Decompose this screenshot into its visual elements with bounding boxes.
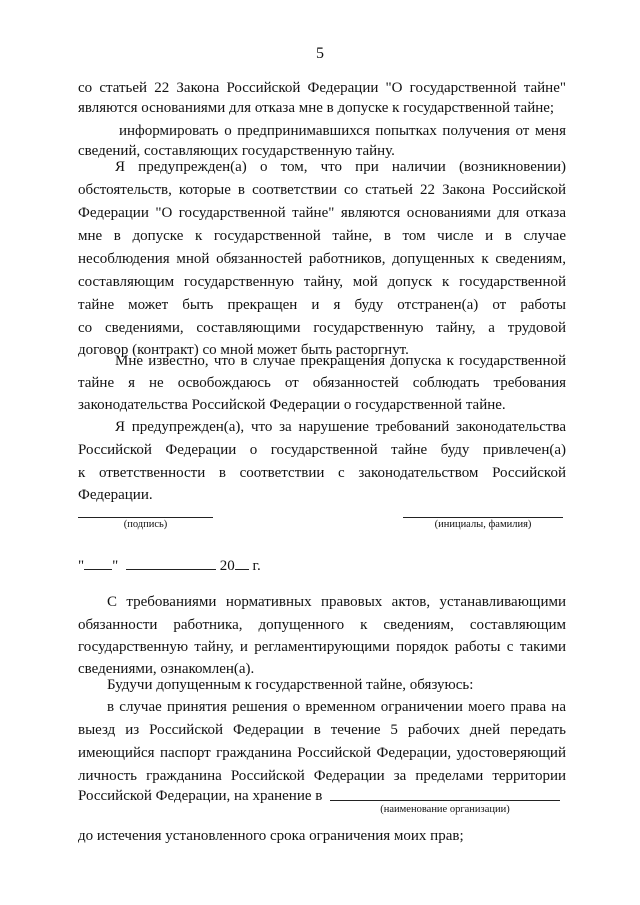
text-line: Мне известно, что в случае прекращения допуска к государственной	[115, 353, 566, 369]
text-line: до истечения установленного срока ограничения моих прав;	[78, 828, 464, 844]
text-line: Будучи допущенным к государственной тайне, обязуюсь:	[107, 677, 474, 693]
year-suffix: г.	[248, 558, 261, 574]
text-line: С требованиями нормативных правовых актов, устанавливающими	[107, 594, 566, 610]
signature-line	[78, 517, 213, 518]
text-line: государственную тайну, и регламентирующими порядок работы с такими	[78, 639, 566, 655]
month-blank	[126, 555, 216, 570]
year-blank	[235, 555, 249, 570]
text-line: обязанности работника, допущенного к сведениям, составляющим	[78, 617, 566, 633]
text-line: к ответственности в соответствии с законодательством Российской	[78, 465, 566, 481]
text-line: Я предупрежден(а), что за нарушение требований законодательства	[115, 419, 566, 435]
text-line: со сведениями, составляющими государственную тайну, а трудовой	[78, 320, 566, 336]
organization-caption: (наименование организации)	[380, 804, 510, 815]
name-caption: (инициалы, фамилия)	[434, 519, 532, 530]
text-line: Я предупрежден(а) о том, что при наличии (возникновении)	[115, 159, 566, 175]
name-line	[403, 517, 563, 518]
text-line: законодательства Российской Федерации о государственной тайне.	[78, 397, 506, 413]
signature-caption: (подпись)	[123, 519, 168, 530]
organization-line	[330, 800, 560, 801]
text-line: Российской Федерации о государственной тайне буду привлечен(а)	[78, 442, 566, 458]
text-line: обстоятельств, которые в соответствии со статьей 22 Закона Российской	[78, 182, 566, 198]
year-prefix: 20	[219, 558, 235, 574]
text-line: сведений, составляющих государственную тайну.	[78, 143, 395, 159]
text-line: личность гражданина Российской Федерации за пределами территории	[78, 768, 566, 784]
text-line: мне в допуске к государственной тайне, в том числе и в случае	[78, 228, 566, 244]
text-line: сведениями, ознакомлен(а).	[78, 661, 255, 677]
text-line: тайне я не освобождаюсь от обязанностей соблюдать требования	[78, 375, 566, 391]
text-line: несоблюдения мной обязанностей работников, допущенных к сведениям,	[78, 251, 566, 267]
text-line: Федерации "О государственной тайне" являются основаниями для отказа	[78, 205, 566, 221]
page-number: 5	[316, 45, 324, 62]
date-open-quote: "	[78, 558, 85, 574]
text-line: в случае принятия решения о временном ограничении моего права на	[107, 699, 566, 715]
day-blank	[84, 555, 112, 570]
text-line: со статьей 22 Закона Российской Федерации "О государственной тайне"	[78, 80, 566, 96]
text-line: тайне может быть прекращен и я буду отстранен(а) от работы	[78, 297, 566, 313]
date-close-quote: "	[112, 558, 119, 574]
text-line: договор (контракт) со мной может быть расторгнут.	[78, 342, 409, 358]
date-line	[78, 555, 261, 576]
text-line: выезд из Российской Федерации в течение 5 рабочих дней передать	[78, 722, 566, 738]
text-line: составляющим государственную тайну, мой допуск к государственной	[78, 274, 566, 290]
text-line: Федерации.	[78, 487, 153, 503]
text-line: имеющийся паспорт гражданина Российской Федерации, удостоверяющий	[78, 745, 566, 761]
storage-text: Российской Федерации, на хранение в	[78, 788, 323, 804]
text-line: являются основаниями для отказа мне в допуске к государственной тайне;	[78, 100, 555, 116]
text-line: информировать о предпринимавшихся попытках получения от меня	[119, 123, 566, 139]
